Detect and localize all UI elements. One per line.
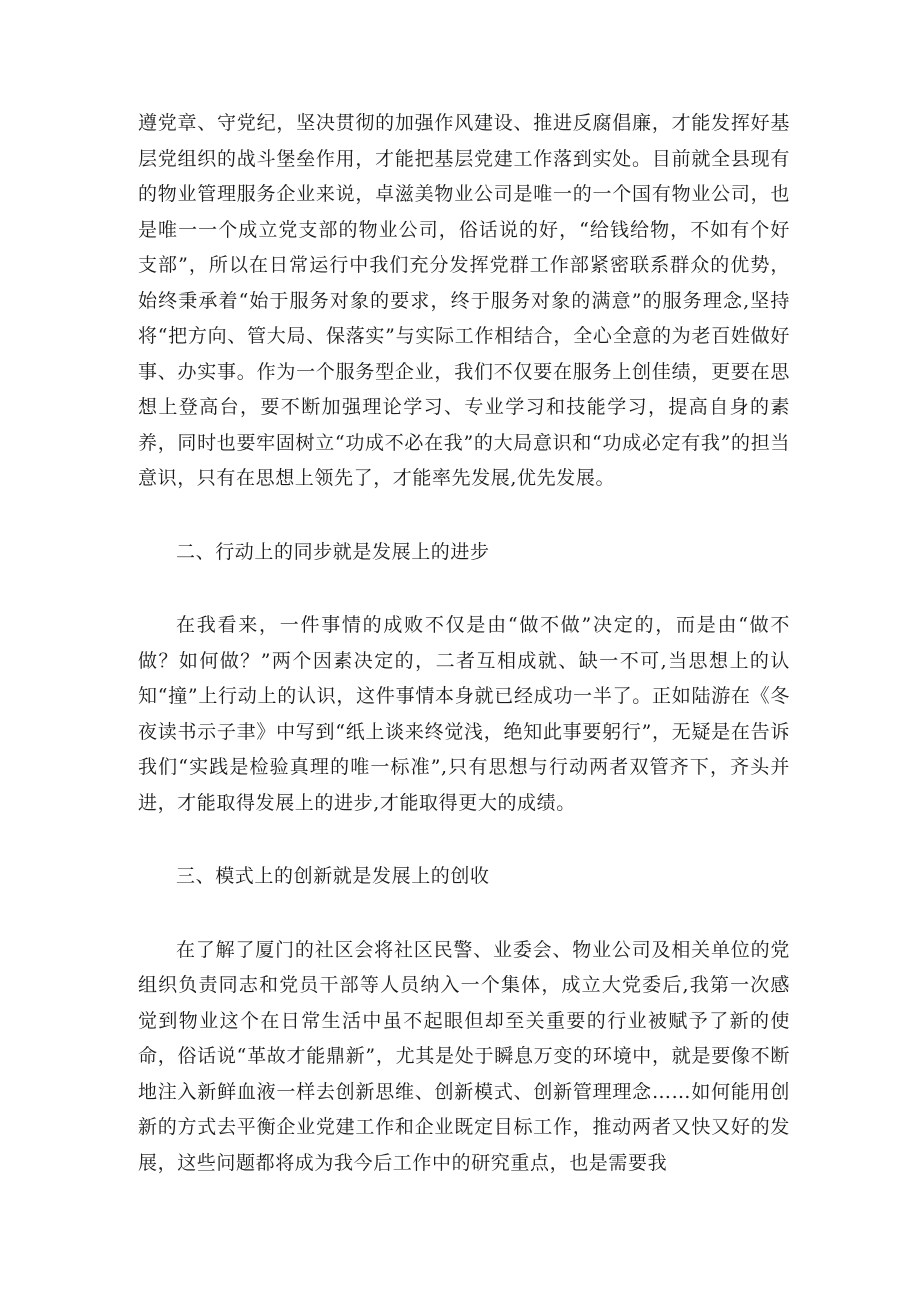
spacer [138,821,790,859]
section-heading-2: 二、行动上的同步就是发展上的进步 [176,540,490,563]
spacer [138,497,790,535]
section-heading-3: 三、模式上的创新就是发展上的创收 [176,865,490,887]
spacer [138,895,790,933]
spacer [138,570,790,608]
paragraph-1: 遵党章、守党纪，坚决贯彻的加强作风建设、推进反腐倡廉，才能发挥好基层党组织的战斗堡垒作用，才能把基层党建工作落到实处。目前就全县现有的物业管理服务企业来说，卓滋美物业公司是唯一的一个国有物业公司，也是唯一一个成立党支部的物业公司，俗话说的好，“给钱给物，不如有个好支部”，所以在日常运行中我们充分发挥党群工作部紧密联系群众的优势，始终秉承着“始于服务对象的要求，终于服务对象的满意”的服务理念,坚持将“把方向、管大局、保落实”与实际工作相结合，全心全意的为老百姓做好事、办实事。作为一个服务型企业，我们不仅要在服务上创佳绩，更要在思想上登高台，要不断加强理论学习、专业学习和技能学习，提高自身的素养，同时也要牢固树立“功成不必在我”的大局意识和“功成必定有我”的担当意识，只有在思想上领先了，才能率先发展,优先发展。 [138,112,790,489]
paragraph-2: 在我看来，一件事情的成败不仅是由“做不做”决定的，而是由“做不做？如何做？”两个因素决定的，二者互相成就、缺一不可,当思想上的认知“撞”上行动上的认识，这件事情本身就已经成功一半了。正如陆游在《冬夜读书示子聿》中写到“纸上谈来终觉浅，绝知此事要躬行”，无疑是在告诉我们“实践是检验真理的唯一标准”,只有思想与行动两者双管齐下，齐头并进，才能取得发展上的进步,才能取得更大的成绩。 [138,614,790,814]
paragraph-3: 在了解了厦门的社区会将社区民警、业委会、物业公司及相关单位的党组织负责同志和党员干部等人员纳入一个集体，成立大党委后,我第一次感觉到物业这个在日常生活中虽不起眼但却至关重要的行业被赋予了新的使命，俗话说“革故才能鼎新”，尤其是处于瞬息万变的环境中，就是要像不断地注入新鲜血液一样去创新思维、创新模式、创新管理理念……如何能用创新的方式去平衡企业党建工作和企业既定目标工作，推动两者又快又好的发展，这些问题都将成为我今后工作中的研究重点，也是需要我 [138,938,790,1174]
document-body [138,106,790,1181]
